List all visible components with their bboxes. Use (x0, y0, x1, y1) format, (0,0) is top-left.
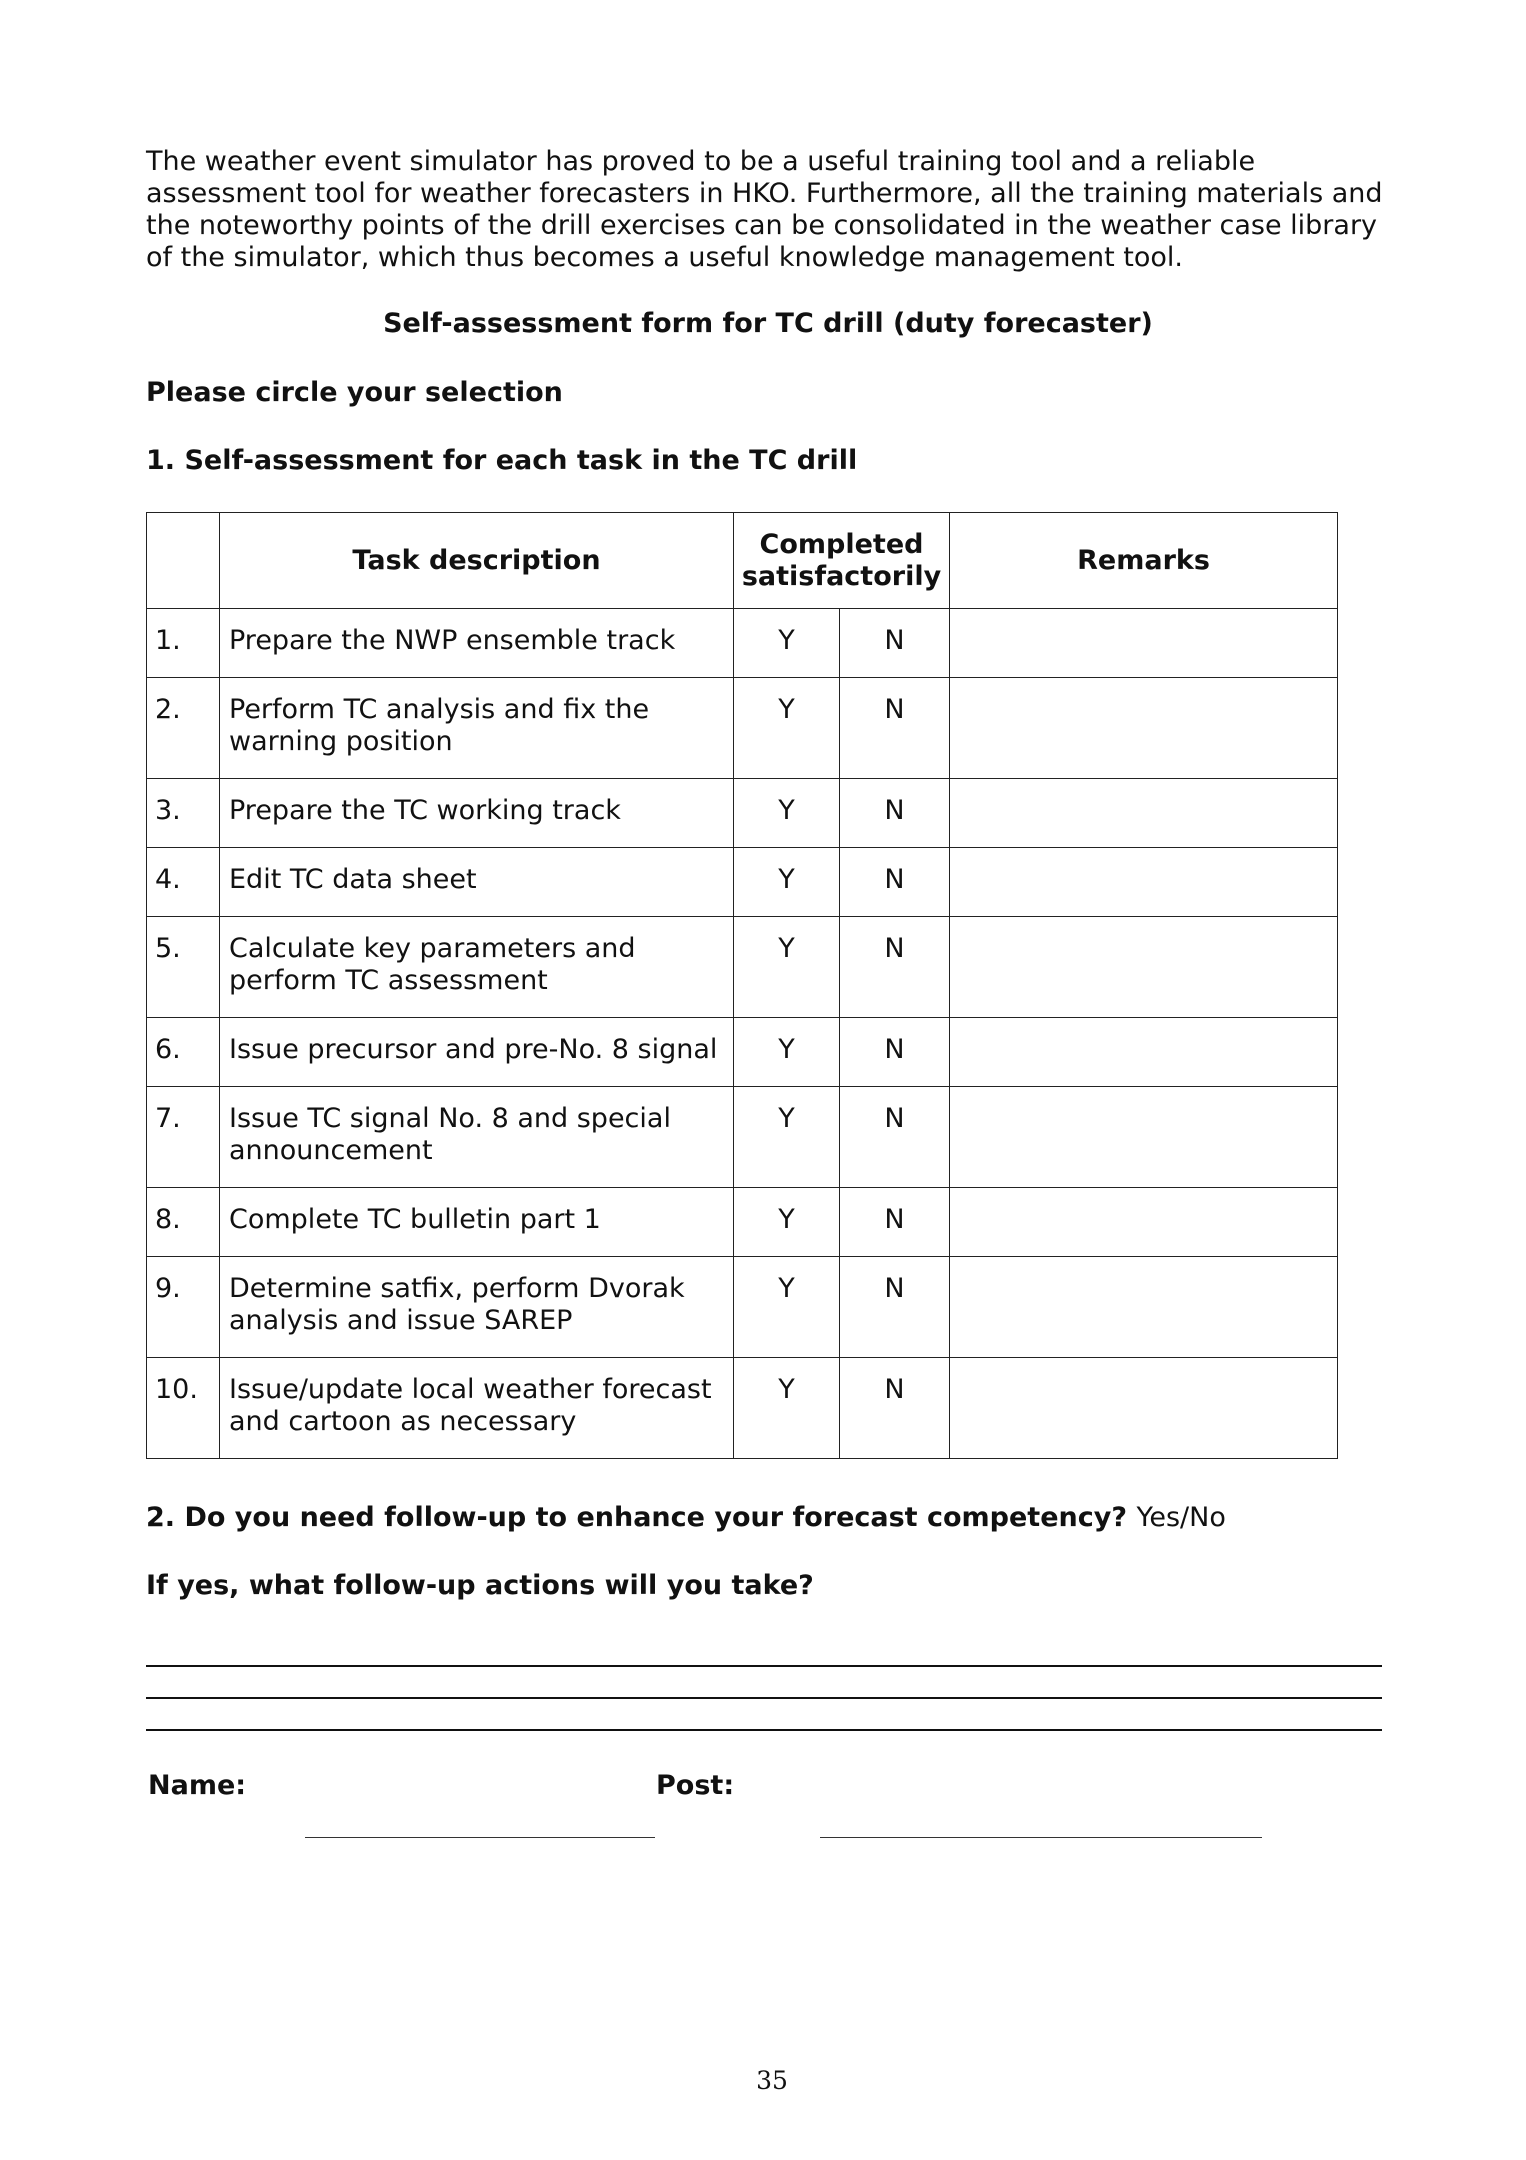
table-row (147, 678, 1338, 779)
section2-question-text: 2. Do you need follow-up to enhance your forecast competency? (146, 1502, 1128, 1533)
yes-option[interactable]: Y (734, 678, 840, 779)
table-row (147, 609, 1338, 678)
no-option[interactable]: N (840, 1087, 950, 1188)
form-title: Self-assessment form for TC drill (duty forecaster) (383, 308, 1153, 339)
table-row (147, 1257, 1338, 1358)
remarks-cell[interactable] (950, 917, 1338, 1018)
task-number: 5. (147, 917, 220, 1018)
task-description: Issue/update local weather forecast and cartoon as necessary (220, 1358, 734, 1459)
table-row (147, 1358, 1338, 1459)
remarks-cell[interactable] (950, 1087, 1338, 1188)
yes-no-options[interactable]: Yes/No (1136, 1502, 1226, 1533)
yes-option[interactable]: Y (734, 1188, 840, 1257)
no-option[interactable]: N (840, 1358, 950, 1459)
no-option[interactable]: N (840, 848, 950, 917)
yes-option[interactable]: Y (734, 779, 840, 848)
header-task-description: Task description (220, 513, 734, 609)
table-row (147, 1087, 1338, 1188)
answer-line-3[interactable] (146, 1729, 1382, 1731)
remarks-cell[interactable] (950, 1188, 1338, 1257)
remarks-cell[interactable] (950, 1018, 1338, 1087)
remarks-cell[interactable] (950, 848, 1338, 917)
name-signature-line[interactable] (305, 1837, 655, 1838)
section2-question (146, 1502, 1226, 1534)
remarks-cell[interactable] (950, 779, 1338, 848)
no-option[interactable]: N (840, 1188, 950, 1257)
table-row (147, 1188, 1338, 1257)
task-description: Edit TC data sheet (220, 848, 734, 917)
yes-option[interactable]: Y (734, 1087, 840, 1188)
no-option[interactable]: N (840, 609, 950, 678)
yes-option[interactable]: Y (734, 1257, 840, 1358)
task-number: 2. (147, 678, 220, 779)
table-row (147, 917, 1338, 1018)
remarks-cell[interactable] (950, 609, 1338, 678)
no-option[interactable]: N (840, 779, 950, 848)
yes-option[interactable]: Y (734, 609, 840, 678)
post-signature-line[interactable] (820, 1837, 1262, 1838)
intro-paragraph: The weather event simulator has proved to be a useful training tool and a reliable assessment tool for weather forecasters in HKO. Furthermore, all the training materials and the noteworthy points of the drill exercises can be consolidated in the weather case library of the simulator, which thus becomes a useful knowledge management tool. (146, 146, 1383, 273)
yes-option[interactable]: Y (734, 1358, 840, 1459)
name-label: Name: (148, 1770, 247, 1801)
table-row (147, 848, 1338, 917)
table-row (147, 1018, 1338, 1087)
task-number: 3. (147, 779, 220, 848)
task-description: Determine satfix, perform Dvorak analysis and issue SAREP (220, 1257, 734, 1358)
task-number: 10. (147, 1358, 220, 1459)
no-option[interactable]: N (840, 917, 950, 1018)
task-description: Prepare the TC working track (220, 779, 734, 848)
task-description: Issue precursor and pre-No. 8 signal (220, 1018, 734, 1087)
task-description: Perform TC analysis and fix the warning position (220, 678, 734, 779)
yes-option[interactable]: Y (734, 917, 840, 1018)
task-assessment-table (146, 512, 1338, 1459)
no-option[interactable]: N (840, 1018, 950, 1087)
answer-line-1[interactable] (146, 1665, 1382, 1667)
page-number: 35 (756, 2066, 788, 2095)
no-option[interactable]: N (840, 678, 950, 779)
header-completed-line1: Completed (759, 528, 924, 560)
remarks-cell[interactable] (950, 678, 1338, 779)
header-remarks: Remarks (950, 513, 1338, 609)
remarks-cell[interactable] (950, 1358, 1338, 1459)
yes-option[interactable]: Y (734, 848, 840, 917)
task-description: Calculate key parameters and perform TC assessment (220, 917, 734, 1018)
header-completed-satisfactorily (734, 513, 950, 609)
section1-heading: 1. Self-assessment for each task in the TC drill (146, 445, 858, 476)
task-number: 8. (147, 1188, 220, 1257)
table-header-row (147, 513, 1338, 609)
task-number: 9. (147, 1257, 220, 1358)
task-number: 7. (147, 1087, 220, 1188)
task-number: 6. (147, 1018, 220, 1087)
answer-line-2[interactable] (146, 1697, 1382, 1699)
remarks-cell[interactable] (950, 1257, 1338, 1358)
task-number: 1. (147, 609, 220, 678)
header-number (147, 513, 220, 609)
table-row (147, 779, 1338, 848)
post-label: Post: (656, 1770, 735, 1801)
task-number: 4. (147, 848, 220, 917)
task-description: Issue TC signal No. 8 and special announcement (220, 1087, 734, 1188)
task-description: Prepare the NWP ensemble track (220, 609, 734, 678)
no-option[interactable]: N (840, 1257, 950, 1358)
followup-question: If yes, what follow-up actions will you take? (146, 1570, 814, 1601)
instruction-text: Please circle your selection (146, 377, 563, 408)
task-description: Complete TC bulletin part 1 (220, 1188, 734, 1257)
yes-option[interactable]: Y (734, 1018, 840, 1087)
header-completed-line2: satisfactorily (741, 560, 942, 592)
